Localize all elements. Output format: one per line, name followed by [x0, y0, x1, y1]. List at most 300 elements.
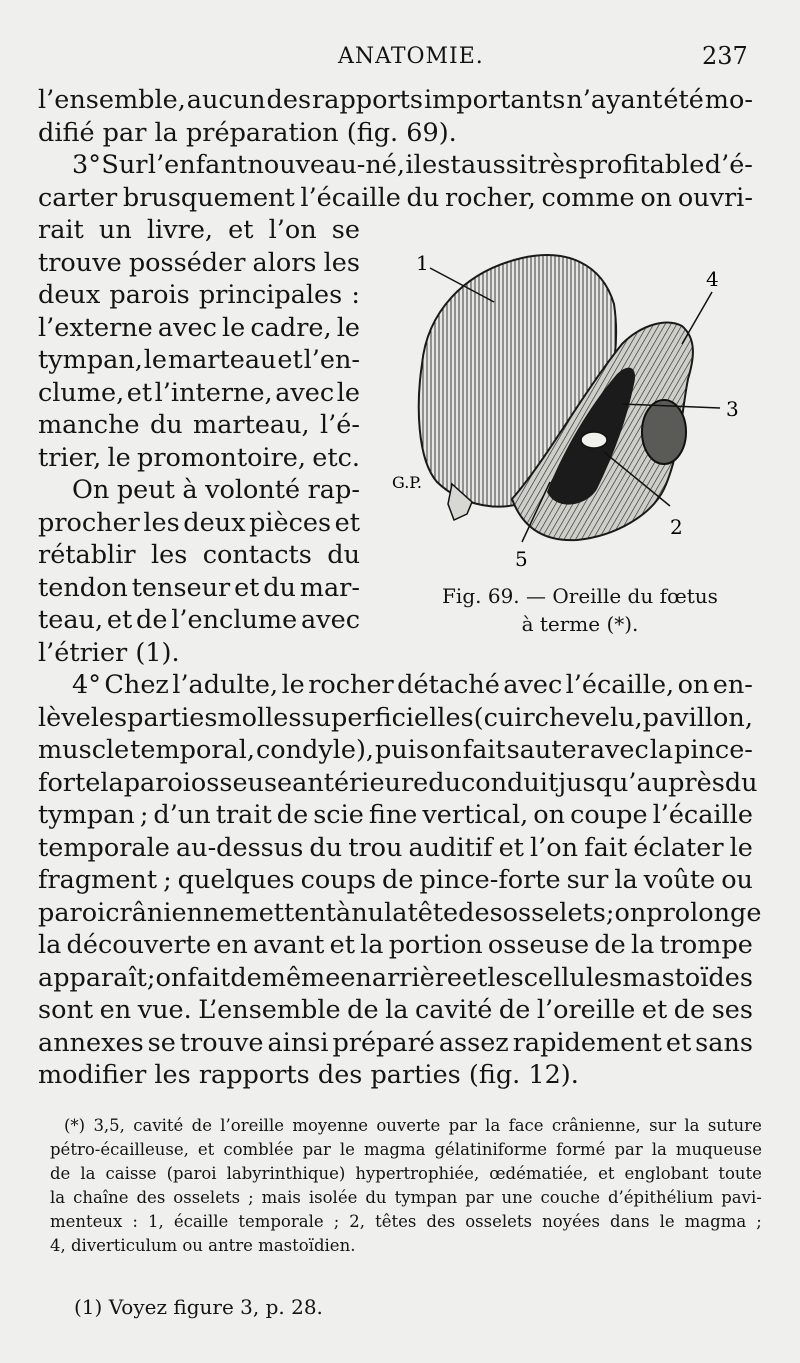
- word: par: [614, 1140, 643, 1159]
- word: se: [331, 215, 360, 245]
- word: suture: [707, 1116, 762, 1135]
- word: et: [665, 1027, 692, 1058]
- word: même: [261, 962, 341, 993]
- word: rocher: [308, 670, 394, 700]
- word: labyrinthique): [226, 1164, 346, 1183]
- word: du: [428, 767, 461, 798]
- word: osseuse: [487, 930, 590, 960]
- word: les: [487, 962, 524, 993]
- word: caisse: [105, 1164, 157, 1183]
- word: mastoïdes: [622, 962, 753, 993]
- word: l’interne,: [154, 377, 273, 408]
- text-line: modifier les rapports des parties (fig. 12).: [38, 1060, 579, 1090]
- word: avant: [252, 930, 325, 960]
- text-line: [38, 149, 753, 182]
- page-header: [0, 34, 800, 74]
- word: rétablir: [38, 540, 136, 570]
- text-line: [38, 897, 762, 930]
- word: et: [498, 832, 524, 863]
- word: toute: [718, 1164, 762, 1183]
- word: du: [309, 832, 343, 863]
- text-line: [38, 767, 758, 800]
- word: annexes: [38, 1027, 144, 1058]
- word: la: [50, 1188, 66, 1207]
- word: ;: [146, 962, 156, 993]
- word: avec: [157, 312, 217, 343]
- leader-line-4: [682, 292, 712, 344]
- word: le: [336, 312, 360, 343]
- word: procher: [38, 507, 140, 538]
- word: l’on: [268, 215, 317, 245]
- word: les: [323, 247, 360, 278]
- word: trouve: [179, 1027, 264, 1058]
- footnote-line: 4, diverticulum ou antre mastoïdien.: [50, 1236, 356, 1255]
- word: du: [724, 767, 758, 798]
- word: muqueuse: [675, 1140, 762, 1159]
- word: une: [501, 1188, 533, 1207]
- word: nu: [351, 897, 385, 928]
- word: l’externe: [38, 312, 153, 343]
- word: du: [263, 572, 296, 603]
- word: par: [465, 1188, 494, 1207]
- word: l’écaille: [300, 182, 401, 213]
- word: on: [614, 897, 647, 928]
- word: sont: [38, 995, 94, 1025]
- word: isolée: [308, 1188, 358, 1207]
- word: la: [80, 1164, 96, 1183]
- word: sauter: [506, 735, 589, 765]
- word: du: [149, 410, 183, 440]
- word: très: [527, 150, 579, 180]
- text-line: [38, 962, 753, 995]
- word: la: [485, 1116, 501, 1135]
- word: se: [147, 1027, 176, 1058]
- word: et: [197, 1140, 215, 1159]
- word: pince-forte: [419, 865, 561, 895]
- word: deux: [183, 507, 246, 538]
- word: écaille: [173, 1212, 229, 1231]
- word: 1,: [148, 1212, 164, 1231]
- text-line: [38, 507, 360, 540]
- figure-caption: [420, 582, 740, 638]
- word: couche: [540, 1188, 600, 1207]
- word: profitable: [578, 150, 705, 180]
- word: on: [640, 182, 673, 213]
- word: les: [90, 702, 128, 733]
- word: l’oreille: [536, 995, 636, 1025]
- word: de: [382, 865, 414, 895]
- word: rait: [38, 215, 84, 245]
- word: muscle: [38, 735, 130, 765]
- word: coups: [300, 865, 377, 895]
- word: d’é-: [704, 150, 753, 180]
- word: le: [281, 670, 305, 700]
- word: Chez: [104, 670, 169, 700]
- word: 4°: [72, 670, 101, 700]
- word: paroi: [38, 897, 106, 928]
- word: sur: [649, 1116, 677, 1135]
- word: et: [277, 345, 303, 375]
- word: osselets: [502, 897, 606, 928]
- word: n’ayant: [566, 85, 663, 115]
- reference-footnote: (1) Voyez figure 3, p. 28.: [74, 1295, 323, 1319]
- word: à: [182, 475, 198, 505]
- footnote-line: [50, 1138, 762, 1162]
- caption-line: à terme (*).: [521, 612, 639, 636]
- page-number: 237: [702, 42, 748, 70]
- word: marteau: [167, 345, 277, 375]
- figure-label-3: 3: [726, 397, 739, 421]
- word: le: [107, 442, 131, 473]
- word: le: [336, 377, 360, 408]
- word: menteux: [50, 1212, 123, 1231]
- word: au-dessus: [175, 832, 304, 863]
- word: ses: [711, 995, 753, 1025]
- word: pavillon,: [642, 702, 753, 733]
- word: et: [228, 215, 254, 245]
- word: peut: [116, 475, 175, 505]
- word: osselets: [173, 1188, 241, 1207]
- word: de: [136, 605, 168, 635]
- word: été: [663, 85, 704, 115]
- word: apparaît: [38, 962, 147, 993]
- figure-69: [382, 244, 762, 599]
- word: (*): [64, 1116, 86, 1135]
- word: face: [508, 1116, 544, 1135]
- word: jusqu’auprès: [558, 767, 725, 798]
- word: sans: [695, 1027, 753, 1058]
- word: l’enclume: [171, 605, 298, 635]
- word: promontoire,: [137, 442, 306, 473]
- word: avec: [589, 735, 649, 765]
- word: tendon: [38, 572, 128, 603]
- word: avec: [301, 605, 360, 635]
- word: tenseur: [131, 572, 231, 603]
- word: molles: [217, 702, 302, 733]
- word: et: [234, 572, 260, 603]
- word: 3°: [72, 150, 101, 180]
- word: prolonge: [646, 897, 762, 928]
- text-line: [38, 832, 753, 865]
- word: ouverte: [376, 1116, 441, 1135]
- word: portion: [388, 930, 483, 960]
- word: On: [72, 475, 110, 505]
- word: détaché: [397, 670, 500, 700]
- word: carter: [38, 182, 118, 213]
- figure-footnote: [50, 1114, 762, 1258]
- word: ;: [333, 1212, 340, 1231]
- word: dans: [610, 1212, 650, 1231]
- word: posséder: [128, 247, 246, 278]
- text-line: [38, 344, 360, 377]
- word: mettent: [234, 897, 337, 928]
- word: comme: [541, 182, 635, 213]
- word: ;: [756, 1212, 762, 1231]
- text-line: [38, 734, 753, 767]
- word: pince-: [674, 735, 753, 765]
- word: l’en-: [303, 345, 360, 375]
- word: superficielles: [301, 702, 474, 733]
- word: de: [673, 995, 706, 1025]
- text-line: [38, 572, 360, 605]
- ear-illustration: [382, 244, 762, 599]
- word: pavi-: [721, 1188, 762, 1207]
- word: aussi: [461, 150, 527, 180]
- word: de: [276, 800, 309, 830]
- word: le: [659, 1212, 675, 1231]
- word: découverte: [66, 930, 212, 960]
- word: du: [365, 1188, 387, 1207]
- word: la: [649, 735, 674, 765]
- word: aucun: [186, 85, 266, 115]
- word: parties: [127, 702, 218, 733]
- word: mais: [261, 1188, 301, 1207]
- word: on: [677, 670, 710, 700]
- word: la: [38, 930, 62, 960]
- word: la: [385, 995, 409, 1025]
- word: fait: [187, 962, 231, 993]
- word: de: [347, 995, 379, 1025]
- word: avec: [503, 670, 563, 700]
- word: et: [106, 605, 133, 635]
- word: L’ensemble: [198, 995, 341, 1025]
- word: ;: [248, 1188, 254, 1207]
- word: en: [99, 995, 132, 1025]
- word: du: [406, 182, 440, 213]
- word: hypertrophiée,: [355, 1164, 480, 1183]
- word: l’écaille,: [565, 670, 675, 700]
- word: le: [222, 312, 246, 343]
- word: rapports: [312, 85, 423, 115]
- word: de: [50, 1164, 71, 1183]
- word: l’é-: [320, 410, 360, 440]
- word: trouve: [38, 247, 122, 278]
- word: on: [533, 800, 566, 830]
- word: de: [230, 962, 262, 993]
- word: englobant: [624, 1164, 709, 1183]
- word: de: [594, 930, 626, 960]
- word: les: [143, 507, 180, 538]
- text-line: [38, 84, 753, 117]
- text-line: [38, 669, 753, 702]
- word: parois: [109, 280, 190, 310]
- word: magma: [363, 1140, 426, 1159]
- word: avec: [275, 377, 335, 408]
- word: nouveau-né,: [247, 150, 405, 180]
- figure-label-5: 5: [515, 547, 528, 571]
- word: en-: [712, 670, 753, 700]
- word: la: [614, 865, 638, 895]
- word: tympan: [394, 1188, 458, 1207]
- figure-label-1: 1: [416, 251, 429, 275]
- engraver-signature: G.P.: [392, 473, 422, 492]
- word: tête: [407, 897, 459, 928]
- text-line: [38, 864, 753, 897]
- word: voûte: [643, 865, 716, 895]
- word: sur: [566, 865, 609, 895]
- word: condyle),: [255, 735, 375, 765]
- text-line: [38, 539, 360, 572]
- word: un: [98, 215, 132, 245]
- text-line: [38, 702, 753, 735]
- footnote-line: [50, 1210, 762, 1234]
- word: volonté: [205, 475, 301, 505]
- text-line: [38, 799, 753, 832]
- word: pièces: [249, 507, 332, 538]
- word: vue.: [137, 995, 192, 1025]
- text-line: [38, 377, 360, 410]
- word: quelques: [177, 865, 295, 895]
- word: le: [143, 345, 168, 375]
- word: l’oreille: [220, 1116, 284, 1135]
- word: l’enfant: [147, 150, 248, 180]
- word: :: [132, 1212, 138, 1231]
- word: gélatiniforme: [434, 1140, 548, 1159]
- word: crânienne: [105, 897, 235, 928]
- word: conduit: [461, 767, 559, 798]
- word: du: [327, 540, 360, 570]
- word: rocher,: [444, 182, 536, 213]
- word: l’écaille: [652, 800, 753, 830]
- word: et: [329, 930, 355, 960]
- text-line: [38, 182, 753, 215]
- caption-line: Fig. 69. — Oreille du fœtus: [442, 584, 718, 608]
- word: importants: [423, 85, 566, 115]
- word: auditif: [408, 832, 493, 863]
- word: mar-: [299, 572, 360, 603]
- word: fait: [462, 735, 506, 765]
- text-line: [38, 604, 360, 637]
- word: alors: [252, 247, 317, 278]
- word: trier,: [38, 442, 102, 473]
- word: cavité: [133, 1116, 184, 1135]
- text-line: [38, 929, 753, 962]
- footnote-line: [50, 1114, 762, 1138]
- text-line: l’étrier (1).: [38, 637, 180, 668]
- word: des: [458, 897, 503, 928]
- figure-label-2: 2: [670, 515, 683, 539]
- word: cadre,: [250, 312, 332, 343]
- word: la: [360, 930, 384, 960]
- word: contacts: [202, 540, 312, 570]
- word: clume,: [38, 377, 125, 408]
- word: temporale: [38, 832, 170, 863]
- word: en: [340, 962, 372, 993]
- word: marteau,: [193, 410, 310, 440]
- word: la: [684, 1116, 700, 1135]
- word: des: [136, 1188, 166, 1207]
- figure-label-4: 4: [706, 267, 719, 291]
- word: par: [302, 1140, 331, 1159]
- word: brusquement: [122, 182, 295, 213]
- word: œdématiée,: [489, 1164, 589, 1183]
- word: forte: [38, 767, 101, 798]
- word: on: [155, 962, 188, 993]
- word: des: [266, 85, 312, 115]
- word: magma: [684, 1212, 747, 1231]
- text-line: difié par la préparation (fig. 69).: [38, 117, 457, 148]
- word: livre,: [146, 215, 214, 245]
- word: (paroi: [166, 1164, 217, 1183]
- word: l’adulte,: [172, 670, 279, 700]
- ossicle-heads: [581, 432, 607, 448]
- word: cavité: [415, 995, 493, 1025]
- text-line: [38, 247, 360, 280]
- word: trait: [215, 800, 272, 830]
- word: puis: [374, 735, 429, 765]
- running-title: ANATOMIE.: [338, 44, 484, 69]
- word: osselets: [465, 1212, 533, 1231]
- word: (cuir: [473, 702, 535, 733]
- word: à: [336, 897, 352, 928]
- word: ouvri-: [677, 182, 753, 213]
- word: trou: [348, 832, 403, 863]
- word: chevelu,: [534, 702, 643, 733]
- word: il: [405, 150, 422, 180]
- word: tympan: [38, 800, 135, 830]
- word: par: [448, 1116, 477, 1135]
- word: temporal,: [130, 735, 256, 765]
- text-line: [38, 279, 360, 312]
- word: moyenne: [292, 1116, 368, 1135]
- word: et: [462, 962, 488, 993]
- word: principales: [198, 280, 343, 310]
- word: trompe: [659, 930, 753, 960]
- word: noyées: [542, 1212, 600, 1231]
- word: osseuse: [190, 767, 293, 798]
- text-line: [38, 994, 753, 1027]
- text-line: [38, 1027, 753, 1060]
- word: crânienne,: [551, 1116, 641, 1135]
- word: rapidement: [512, 1027, 662, 1058]
- mastoid-antrum: [642, 400, 686, 464]
- footnote-line: [50, 1186, 762, 1210]
- word: etc.: [312, 442, 360, 473]
- word: on: [429, 735, 462, 765]
- word: en: [216, 930, 248, 960]
- word: la: [384, 897, 408, 928]
- word: ;: [163, 865, 172, 895]
- word: le: [729, 832, 753, 863]
- footnote-line: [50, 1162, 762, 1186]
- word: et: [598, 1164, 615, 1183]
- text-line: [38, 409, 360, 442]
- word: des: [426, 1212, 456, 1231]
- word: teau,: [38, 605, 104, 635]
- word: coupe: [570, 800, 648, 830]
- word: le: [339, 1140, 355, 1159]
- word: temporale: [238, 1212, 324, 1231]
- word: cellules: [523, 962, 623, 993]
- word: éclater: [633, 832, 724, 863]
- text-line: [38, 442, 360, 475]
- word: pétro-écailleuse,: [50, 1140, 189, 1159]
- word: fine: [368, 800, 418, 830]
- word: l’on: [530, 832, 579, 863]
- word: lève: [38, 702, 91, 733]
- word: fait: [584, 832, 628, 863]
- word: :: [351, 280, 360, 310]
- word: les: [150, 540, 188, 570]
- word: d’un: [153, 800, 211, 830]
- word: et: [334, 507, 360, 538]
- word: formé: [556, 1140, 606, 1159]
- word: d’épithélium: [607, 1188, 714, 1207]
- word: Sur: [101, 150, 148, 180]
- word: est: [422, 150, 461, 180]
- word: la: [651, 1140, 667, 1159]
- word: ;: [139, 800, 149, 830]
